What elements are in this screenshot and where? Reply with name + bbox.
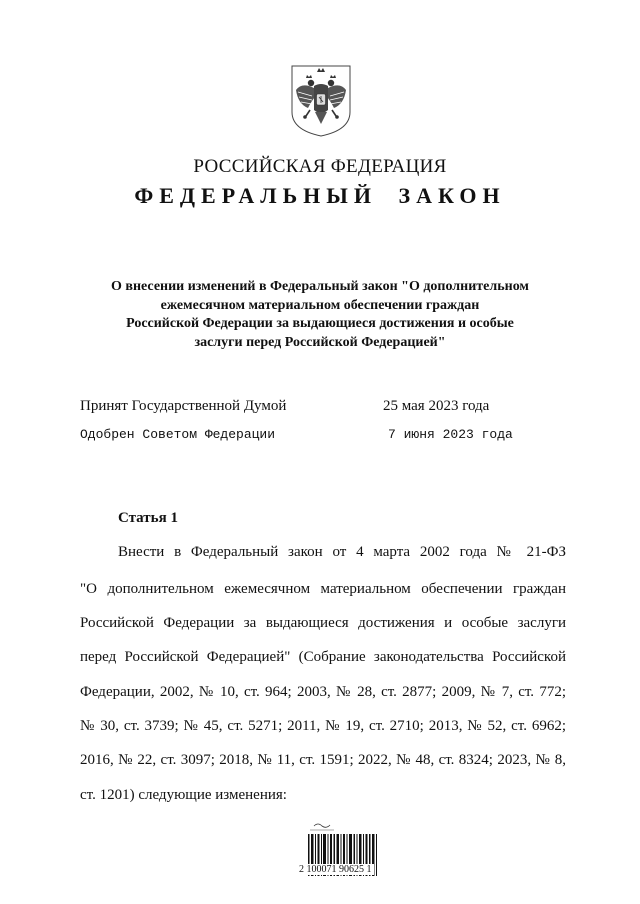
title-line: О внесении изменений в Федеральный закон "О дополнительном xyxy=(111,279,529,294)
article-text-line: 2016, № 22, ст. 3097; 2018, № 11, ст. 1591; 2022, № 48, ст. 8324; 2023, № 8, xyxy=(80,752,566,768)
barcode-icon xyxy=(300,822,384,886)
article-text-line: Федерации, 2002, № 10, ст. 964; 2003, № 28, ст. 2877; 2009, № 7, ст. 772; xyxy=(80,684,566,700)
article-text-line: Российской Федерации за выдающиеся достижения и особые заслуги xyxy=(80,615,566,631)
title-line: Российской Федерации за выдающиеся достижения и особые xyxy=(126,316,514,331)
article-heading: Статья 1 xyxy=(118,510,178,526)
law-title xyxy=(70,278,570,352)
council-approval-label: Одобрен Советом Федерации xyxy=(80,427,276,442)
council-approval-date: 7 июня 2023 года xyxy=(388,427,513,442)
document-type: ФЕДЕРАЛЬНЫЙ ЗАКОН xyxy=(134,183,506,208)
article-text-line: Внести в Федеральный закон от 4 марта 2002 года № 21-ФЗ xyxy=(118,544,566,560)
duma-adoption-date: 25 мая 2023 года xyxy=(383,398,490,414)
duma-adoption-label: Принят Государственной Думой xyxy=(80,398,287,414)
article-text-line: "О дополнительном ежемесячном материальном обеспечении граждан xyxy=(80,581,566,597)
article-text-line: № 30, ст. 3739; № 45, ст. 5271; 2011, № 19, ст. 2710; 2013, № 52, ст. 6962; xyxy=(80,718,566,734)
article-text-line: перед Российской Федерацией" (Собрание законодательства Российской xyxy=(80,649,566,665)
article-text-line: ст. 1201) следующие изменения: xyxy=(80,787,287,803)
barcode-number: 2 100071 90625 1 xyxy=(299,864,372,875)
title-line: заслуги перед Российской Федерацией" xyxy=(194,334,446,350)
title-line: ежемесячном материальном обеспечении граждан xyxy=(160,297,480,313)
country-name: РОССИЙСКАЯ ФЕДЕРАЦИЯ xyxy=(193,156,447,177)
coat-of-arms-icon xyxy=(288,64,354,138)
